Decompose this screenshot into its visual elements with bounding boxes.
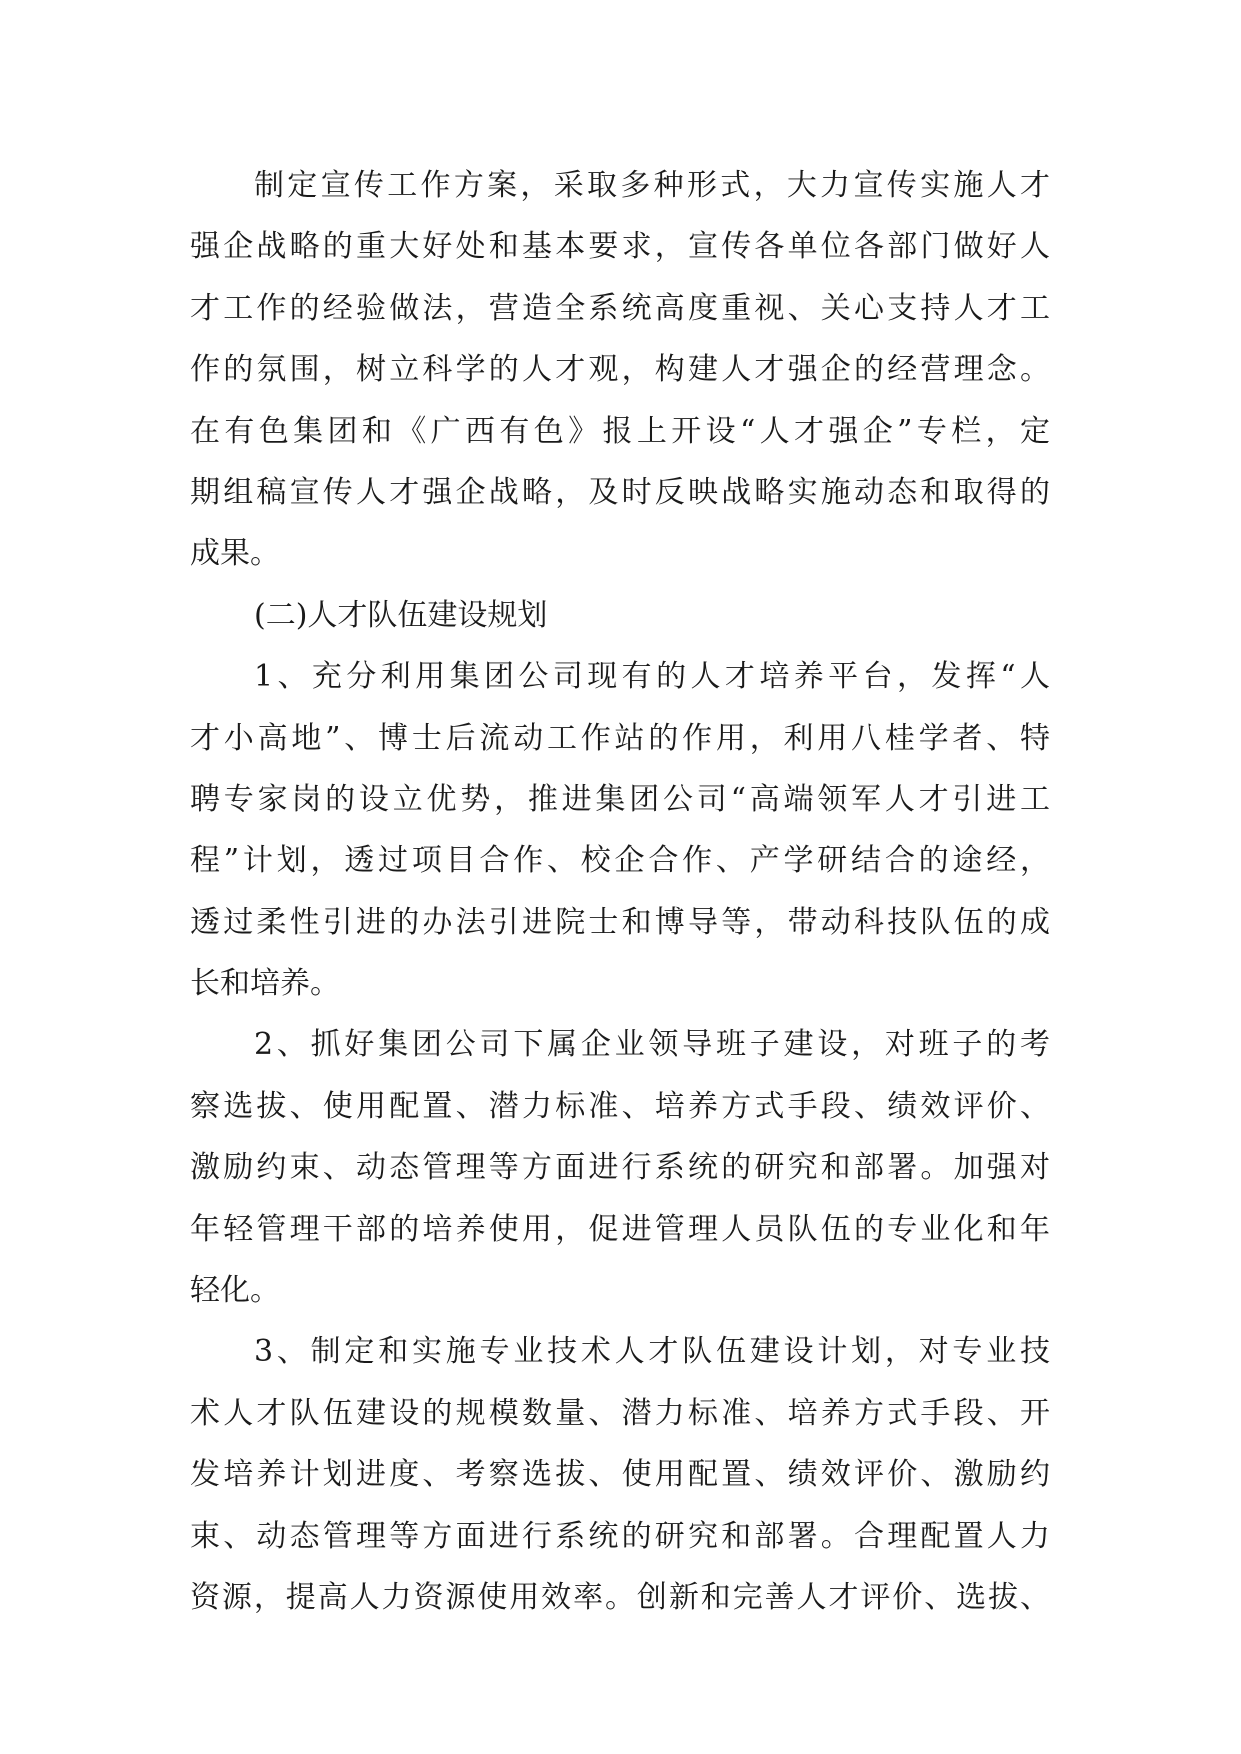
text-line: 激励约束、动态管理等方面进行系统的研究和部署。加强对	[190, 1150, 1050, 1186]
text-line: 聘专家岗的设立优势，推进集团公司“高端领军人才引进工	[190, 781, 1050, 817]
text-line: 3、制定和实施专业技术人才队伍建设计划，对专业技	[254, 1334, 1050, 1370]
text-line: 术人才队伍建设的规模数量、潜力标准、培养方式手段、开	[190, 1395, 1050, 1431]
text-line: 资源，提高人力资源使用效率。创新和完善人才评价、选拔、	[190, 1579, 1050, 1615]
text-line: 制定宣传工作方案，采取多种形式，大力宣传实施人才	[254, 168, 1050, 203]
text-line: 成果。	[190, 536, 280, 572]
text-line: 长和培养。	[190, 966, 340, 1002]
text-line: 在有色集团和《广西有色》报上开设“人才强企”专栏，定	[190, 413, 1050, 449]
text-line: 程”计划，透过项目合作、校企合作、产学研结合的途经，	[190, 843, 1050, 879]
text-line: 透过柔性引进的办法引进院士和博导等，带动科技队伍的成	[190, 904, 1050, 940]
text-line: 1、充分利用集团公司现有的人才培养平台，发挥“人	[254, 659, 1050, 695]
text-line: 察选拔、使用配置、潜力标准、培养方式手段、绩效评价、	[190, 1088, 1050, 1124]
text-line: 才工作的经验做法，营造全系统高度重视、关心支持人才工	[190, 290, 1050, 326]
text-line: 2、抓好集团公司下属企业领导班子建设，对班子的考	[254, 1027, 1050, 1063]
text-line: 期组稿宣传人才强企战略，及时反映战略实施动态和取得的	[190, 474, 1050, 510]
section-heading: (二)人才队伍建设规划	[254, 597, 548, 633]
text-line: 束、动态管理等方面进行系统的研究和部署。合理配置人力	[190, 1518, 1050, 1554]
document-body	[190, 155, 1050, 1628]
text-line: 轻化。	[190, 1273, 280, 1309]
text-line: 发培养计划进度、考察选拔、使用配置、绩效评价、激励约	[190, 1457, 1050, 1493]
text-line: 强企战略的重大好处和基本要求，宣传各单位各部门做好人	[190, 229, 1050, 265]
text-line: 年轻管理干部的培养使用，促进管理人员队伍的专业化和年	[190, 1211, 1050, 1247]
text-line: 才小高地”、博士后流动工作站的作用，利用八桂学者、特	[190, 720, 1050, 756]
text-line: 作的氛围，树立科学的人才观，构建人才强企的经营理念。	[190, 352, 1050, 388]
